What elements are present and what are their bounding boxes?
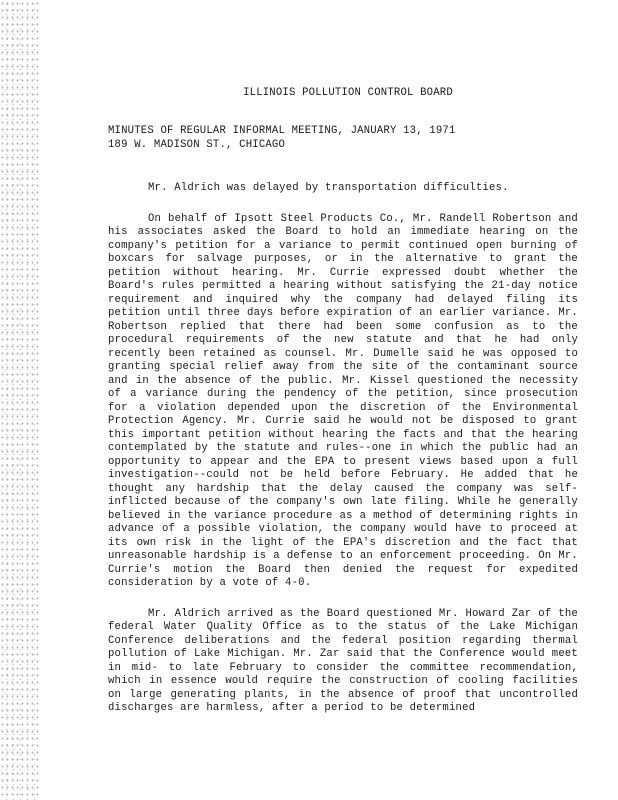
paragraph-1: Mr. Aldrich was delayed by transportation difficulties. [148, 182, 509, 194]
paragraph-2: On behalf of Ipsott Steel Products Co., Mr. Randell Robertson and his associates asked the Board to hold an immediate hearing on the company's petition for a variance to permit continued open burning of boxcars for salvage purposes, or in the alternative to grant the petition without hearing. Mr. Currie expressed doubt whether the Board's rules permitted a hearing without satisfying the 21-day notice requirement and inquired why the company had delayed filing its petition until three days before expiration of an earlier variance. Mr. Robertson replied that there had been some confusion as to the procedural requirements of the new statute and that he had only recently been retained as counsel. Mr. Dumelle said he was opposed to granting special relief away from the site of the contaminant source and in the absence of the public. Mr. Kissel questioned the necessity of a variance during the pendency of the petition, since prosecution for a violation depended upon the discretion of the Environmental Protection Agency. Mr. Currie said he would not be disposed to grant this important petition without hearing the facts and that the hearing contemplated by the statute and rules--one in which the public had an opportunity to appear and the EPA to present views based upon a full investigation--could not be held before February. He added that he thought any hardship that the delay caused the company was self-inflicted because of the company's own late filing. While he generally believed in the variance procedure as a method of determining rights in advance of a possible violation, the company would have to proceed at its own risk in the light of the EPA's discretion and the fact that unreasonable hardship is a defense to an enforcement proceeding. On Mr. Currie's motion the Board then denied the request for expedited consideration by a vote of 4-0. [108, 212, 578, 589]
minutes-page [108, 86, 578, 716]
paragraph-3: Mr. Aldrich arrived as the Board questioned Mr. Howard Zar of the federal Water Quality Office as to the status of the Lake Michigan Conference deliberations and the federal position regarding thermal pollution of Lake Michigan. Mr. Zar said that the Conference would meet in mid- to late February to consider the committee recommendation, which in essence would require the construction of cooling facilities on large generating plants, in the absence of proof that uncontrolled discharges are harmless, after a period to be determined [108, 607, 578, 714]
document-title: ILLINOIS POLLUTION CONTROL BOARD [243, 87, 453, 99]
scan-edge-noise [0, 0, 40, 800]
address-line: 189 W. MADISON ST., CHICAGO [108, 139, 286, 151]
meeting-info [108, 124, 578, 152]
meeting-line: MINUTES OF REGULAR INFORMAL MEETING, JANUARY 13, 1971 [108, 125, 456, 137]
